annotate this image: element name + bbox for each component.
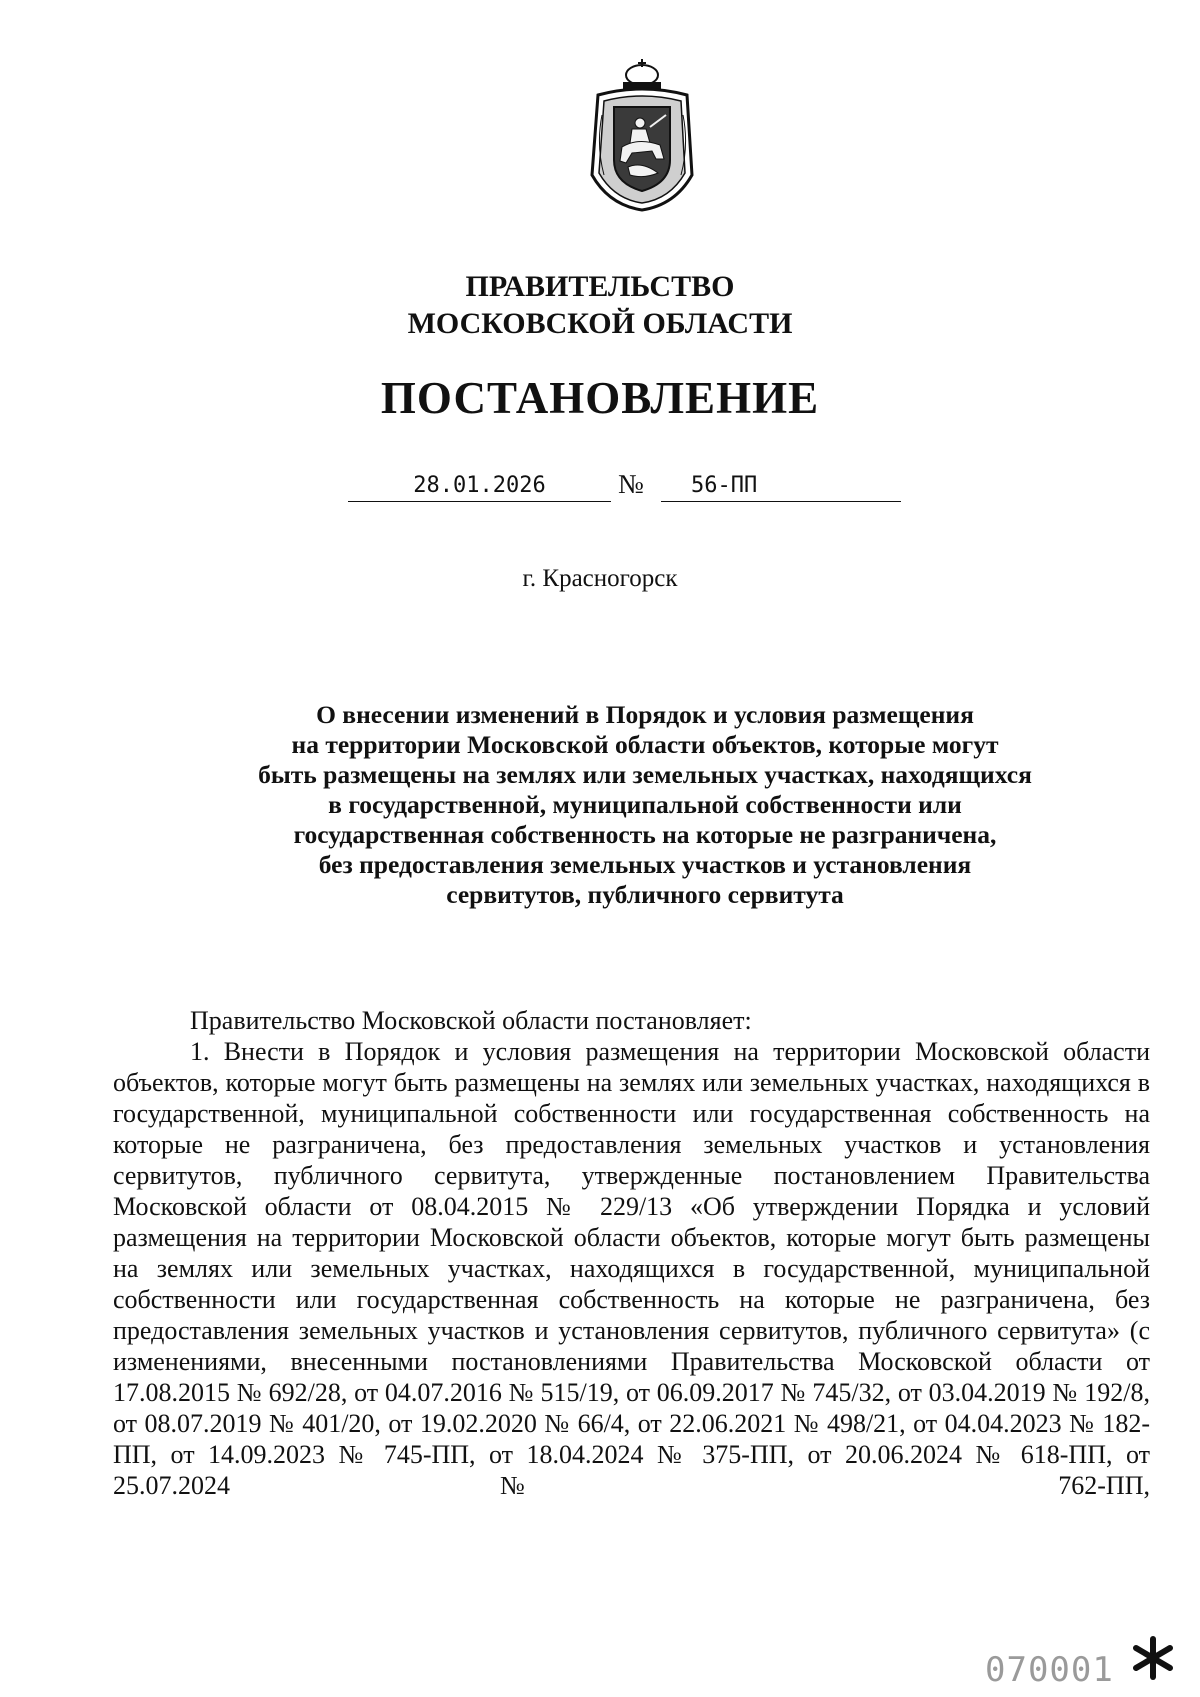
title-line: государственная собственность на которые не разграничена, [293, 820, 997, 849]
document-title [130, 700, 1160, 910]
title-line: быть размещены на землях или земельных участках, находящихся [258, 760, 1032, 789]
number-sign: № [618, 469, 644, 499]
asterisk-icon [1130, 1635, 1176, 1681]
serial-number: 070001 [985, 1650, 1114, 1690]
title-line: без предоставления земельных участков и установления [318, 850, 972, 879]
document-number: 56-ПП [661, 471, 901, 502]
date-number-line [348, 468, 908, 502]
title-line: на территории Московской области объектов, которые могут [291, 730, 999, 759]
document-date: 28.01.2026 [348, 471, 611, 502]
city: г. Красногорск [522, 565, 678, 592]
title-line: О внесении изменений в Порядок и условия размещения [316, 700, 974, 729]
paragraph-1: 1. Внести в Порядок и условия размещения на территории Московской области объектов, которые могут быть размещены на землях или земельных участках, находящихся в государственной, муниципальной собственности или государственная собственность на которые не разграничена, без предоставления земельных участков и установления сервитутов, публичного сервитута, утвержденные постановлением Правительства Московской области от 08.04.2015 № 229/13 «Об утверждении Порядка и условий размещения на территории Московской области объектов, которые могут быть размещены на землях или земельных участках, находящихся в государственной, муниципальной собственности или государственная собственность на которые не разграничена, без предоставления земельных участков и установления сервитутов, публичного сервитута» (с изменениями, внесенными постановлениями Правительства Московской области от 17.08.2015 № 692/28, от 04.07.2016 № 515/19, от 06.09.2017 № 745/32, от 03.04.2019 № 192/8, от 08.07.2019 № 401/20, от 19.02.2020 № 66/4, от 22.06.2021 № 498/21, от 04.04.2023 № 182-ПП, от 14.09.2023 № 745-ПП, от 18.04.2024 № 375-ПП, от 20.06.2024 № 618-ПП, от 25.07.2024 № 762-ПП, [113, 1037, 1150, 1500]
document-type: ПОСТАНОВЛЕНИЕ [380, 373, 820, 423]
document-body [113, 1005, 1150, 1501]
intro-paragraph: Правительство Московской области постановляет: [190, 1006, 752, 1035]
title-line: в государственной, муниципальной собственности или [328, 790, 962, 819]
title-line: сервитутов, публичного сервитута [446, 880, 844, 909]
organization-name [0, 268, 1200, 342]
coat-of-arms-icon [580, 55, 705, 213]
org-line-2: МОСКОВСКОЙ ОБЛАСТИ [407, 307, 793, 340]
org-line-1: ПРАВИТЕЛЬСТВО [465, 270, 735, 303]
